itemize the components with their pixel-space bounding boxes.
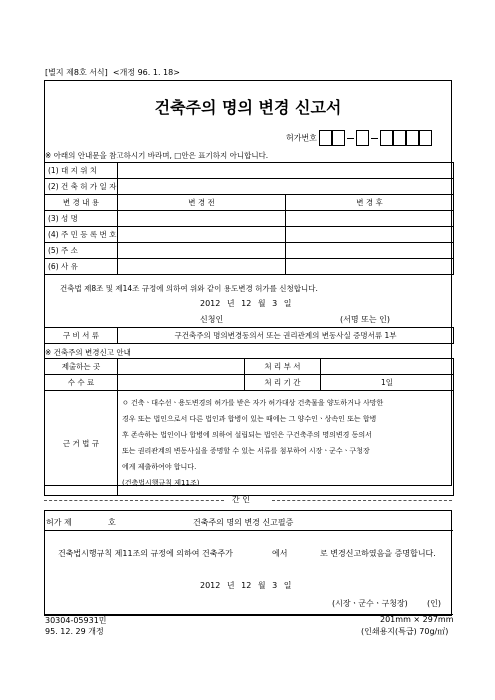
dept-label: 처 리 부 서 [245,359,321,375]
receipt-title: 건축주의 명의 변경 신고필증 [193,518,294,527]
name-label: (3) 성 명 [45,211,118,227]
location-label: (1) 대 지 위 치 [45,163,118,179]
receipt-seal: (인) [427,599,441,608]
receipt-issuer: (시장ㆍ군수ㆍ구청장) [332,599,408,608]
declaration: 건축법 제8조 및 제14조 규정에 의하여 위와 같이 용도변경 허가를 신청합니다. [60,284,318,293]
basis-text: ㅇ 건축ㆍ대수선ㆍ용도변경의 허가를 받은 자가 허가대상 건축물을 양도하거나 사망한 경우 또는 법인으로서 다른 법인과 합병이 있는 때에는 그 양수인ㆍ상속인 또는 합병 후 존속하는 법인이나 합병에 의하여 설립되는 법인은 구건축주의 명의변경 동의서 또는 권리관계의 변동사실을 증명할 수 있는 서류를 첨부하여 시장ㆍ군수ㆍ구청장 에게 제출하여야 합니다. (건축법시행규칙 제11조) [118,391,454,496]
signature-label: (서명 또는 인) [340,315,390,324]
reason-after-input[interactable] [286,259,454,275]
period-value: 1일 [321,375,454,391]
permit-number-label: 허가번호 [286,133,317,143]
permit-number-field [286,130,432,146]
before-header: 변 경 전 [118,195,286,211]
receipt-statement-2: 에서 [272,549,288,558]
address-label: (5) 주 소 [45,243,118,259]
applicant-label: 신청인 [200,315,224,324]
receipt-permit-no: 허가 제 [46,518,72,527]
reg-no-before-input[interactable] [118,227,286,243]
receipt-statement-1: 건축법시행규칙 제11조의 규정에 의하여 건축주가 [58,549,233,558]
footer-size: 201mm × 297mm [380,615,454,624]
permit-box[interactable] [332,130,345,146]
reg-no-label: (4) 주 민 등 록 번 호 [45,227,118,243]
form-title: 건축주의 명의 변경 신고서 [154,98,342,117]
change-content-label: 변 경 내 용 [45,195,118,211]
form-reference: [별지 제8호 서식] <개정 96. 1. 18> [45,68,180,77]
documents-table [44,327,454,344]
period-label: 처 리 기 간 [245,375,321,391]
cut-label: 간 인 [232,495,250,504]
name-after-input[interactable] [286,211,454,227]
footer-paper: (인쇄용지(특급) 70g/㎡) [361,627,449,636]
documents-text: 구건축주의 명의변경동의서 또는 권리관계의 변동사실 증명서류 1부 [118,328,454,344]
footer-date: 95. 12. 29 개정 [45,627,104,636]
reason-before-input[interactable] [118,259,286,275]
documents-label: 구 비 서 류 [45,328,118,344]
reason-label: (6) 사 유 [45,259,118,275]
permit-box[interactable] [419,130,432,146]
cut-line-left [44,500,224,501]
basis-label: 근 거 법 규 [45,391,118,496]
fee-label: 수 수 료 [45,375,118,391]
reg-no-after-input[interactable] [286,227,454,243]
location-input[interactable] [118,163,454,179]
notice: ※ 아래의 안내문을 참고하시기 바라며, □안은 표기하지 아니합니다. [45,151,269,160]
change-table [44,162,454,275]
application-date: 2012 년 12 월 3 일 [200,299,292,308]
permit-box[interactable] [406,130,419,146]
receipt-statement-3: 로 변경신고하였음을 증명합니다. [320,549,436,558]
permit-box[interactable] [393,130,406,146]
cut-line-right [272,500,452,501]
submit-to-label: 제출하는 곳 [45,359,118,375]
after-header: 변 경 후 [286,195,454,211]
footer-code: 30304-05931민 [45,616,107,625]
permit-box[interactable] [319,130,332,146]
permit-date-label: (2) 건 축 허 가 일 자 [45,179,118,195]
permit-date-input[interactable] [118,179,454,195]
guide-title: ※ 건축주의 변경신고 안내 [45,348,131,357]
receipt-date: 2012 년 12 월 3 일 [200,581,292,590]
address-before-input[interactable] [118,243,286,259]
permit-box[interactable] [380,130,393,146]
permit-box[interactable] [356,130,369,146]
address-after-input[interactable] [286,243,454,259]
guide-table [44,358,454,496]
name-before-input[interactable] [118,211,286,227]
receipt-ho: 호 [108,518,116,527]
